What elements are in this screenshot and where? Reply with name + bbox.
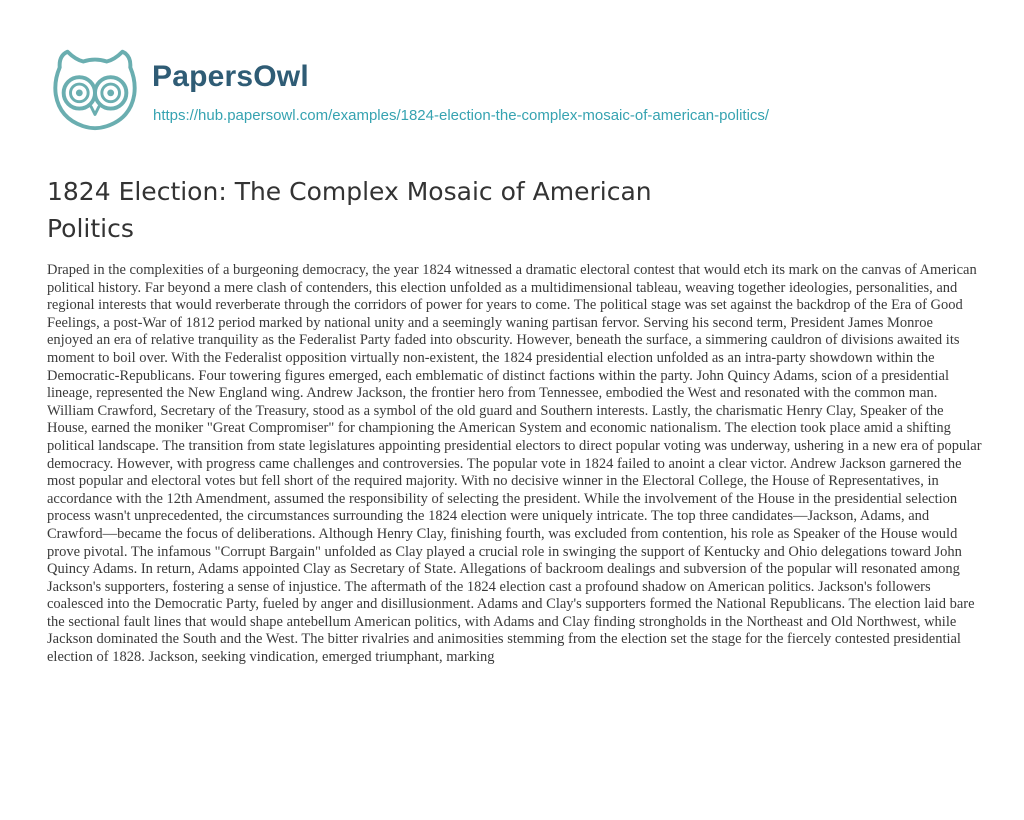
article-body: Draped in the complexities of a burgeoning democracy, the year 1824 witnessed a dramatic electoral contest that would etch its mark on the canvas of American political history. Far beyond a mere clash of contenders, this election unfolded as a multidimensional tableau, weaving together ideologies, personalities, and regional interests that would reverberate through the corridors of power for years to come. The political stage was set against the backdrop of the Era of Good Feelings, a post-War of 1812 period marked by national unity and a seemingly waning partisan fervor. Serving his second term, President James Monroe enjoyed an era of relative tranquility as the Federalist Party faded into obscurity. However, beneath the surface, a simmering cauldron of divisions awaited its moment to boil over. With the Federalist opposition virtually non-existent, the 1824 presidential election unfolded as an intra-party showdown within the Democratic-Republicans. Four towering figures emerged, each emblematic of distinct factions within the party. John Quincy Adams, scion of a presidential lineage, represented the New England wing. Andrew Jackson, the frontier hero from Tennessee, embodied the West and resonated with the common man. William Crawford, Secretary of the Treasury, stood as a symbol of the old guard and Southern interests. Lastly, the charismatic Henry Clay, Speaker of the House, earned the moniker "Great Compromiser" for championing the American System and economic nationalism. The election took place amid a shifting political landscape. The transition from state legislatures appointing presidential electors to direct popular voting was underway, ushering in a new era of popular democracy. However, with progress came challenges and controversies. The popular vote in 1824 failed to anoint a clear victor. Andrew Jackson garnered the most popular and electoral votes but fell short of the required majority. With no decisive winner in the Electoral College, the House of Representatives, in accordance with the 12th Amendment, assumed the responsibility of selecting the president. While the involvement of the House in the presidential selection process wasn't unprecedented, the circumstances surrounding the 1824 election were uniquely intricate. The top three candidates—Jackson, Adams, and Crawford—became the focus of deliberations. Although Henry Clay, finishing fourth, was excluded from contention, his role as Speaker of the House would prove pivotal. The infamous "Corrupt Bargain" unfolded as Clay played a crucial role in swinging the support of Kentucky and Ohio delegations toward John Quincy Adams. In return, Adams appointed Clay as Secretary of State. Allegations of backroom dealings and subversion of the popular will resonated among Jackson's supporters, fostering a sense of injustice. The aftermath of the 1824 election cast a profound shadow on American politics. Jackson's followers coalesced into the Democratic Party, fueled by anger and disillusionment. Adams and Clay's supporters formed the National Republicans. The election laid bare the sectional fault lines that would shape antebellum American politics, with Adams and Clay finding strongholds in the Northeast and Old Northwest, while Jackson dominated the South and the West. The bitter rivalries and animosities stemming from the election set the stage for the fiercely contested presidential election of 1828. Jackson, seeking vindication, emerged triumphant, marking [47,262,982,666]
article-title: 1824 Election: The Complex Mosaic of American Politics [47,177,652,243]
brand-name[interactable]: PapersOwl [152,60,309,93]
owl-logo-icon[interactable] [46,38,144,136]
site-header [46,38,986,138]
source-url[interactable]: https://hub.papersowl.com/examples/1824-election-the-complex-mosaic-of-american-politics/ [153,107,770,124]
